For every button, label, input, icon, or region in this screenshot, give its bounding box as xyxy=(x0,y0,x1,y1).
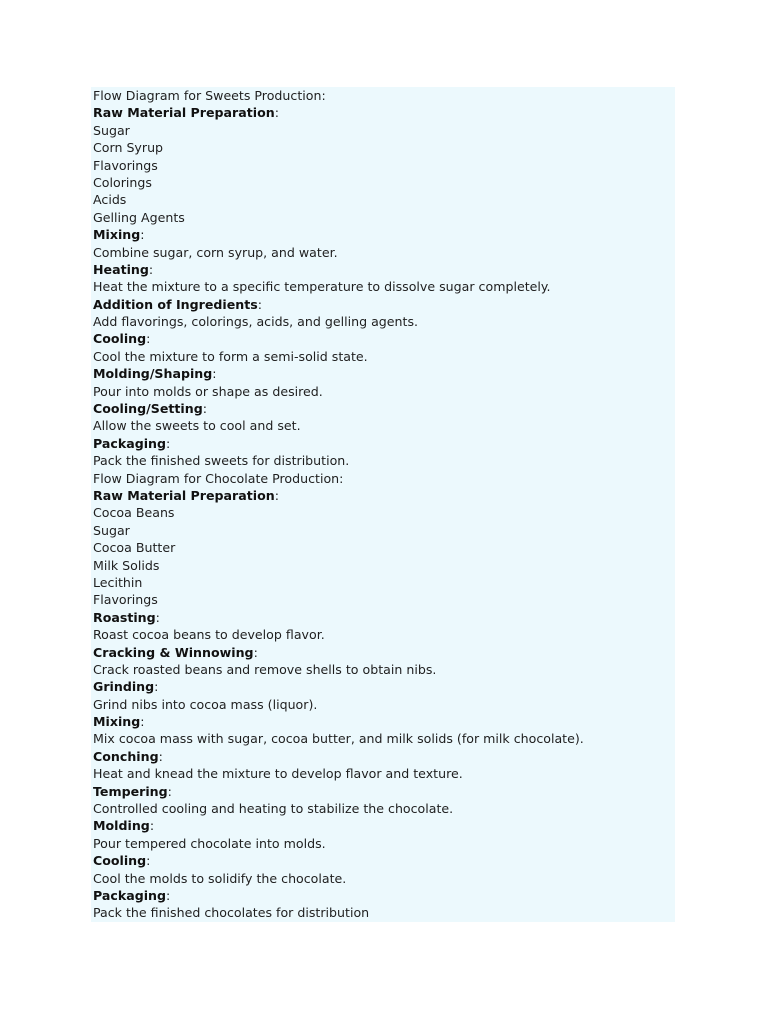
step-heading: Roasting: xyxy=(93,609,160,625)
step-heading: Cooling: xyxy=(93,853,151,869)
list-item: Sugar xyxy=(93,522,130,538)
step-heading: Tempering: xyxy=(93,783,172,799)
list-item: Gelling Agents xyxy=(93,209,185,225)
step-heading: Packaging: xyxy=(93,435,171,451)
step-heading: Cooling/Setting: xyxy=(93,401,207,417)
step-description: Pack the finished sweets for distribution. xyxy=(93,453,350,469)
step-heading: Cooling: xyxy=(93,331,151,347)
step-description: Pour into molds or shape as desired. xyxy=(93,383,323,399)
list-item: Flavorings xyxy=(93,157,158,173)
step-heading: Addition of Ingredients: xyxy=(93,296,262,312)
list-item: Sugar xyxy=(93,122,130,138)
chocolate-title: Flow Diagram for Chocolate Production: xyxy=(93,470,344,486)
step-description: Pack the finished chocolates for distribution xyxy=(93,905,370,921)
step-heading: Molding: xyxy=(93,818,155,834)
step-heading: Grinding: xyxy=(93,679,159,695)
step-description: Cool the molds to solidify the chocolate. xyxy=(93,870,347,886)
step-heading: Mixing: xyxy=(93,714,145,730)
sweets-title: Flow Diagram for Sweets Production: xyxy=(93,88,326,103)
list-item: Colorings xyxy=(93,174,152,190)
step-description: Heat and knead the mixture to develop flavor and texture. xyxy=(93,766,463,782)
step-heading: Packaging: xyxy=(93,887,171,903)
step-description: Pour tempered chocolate into molds. xyxy=(93,835,326,851)
step-heading: Conching: xyxy=(93,748,163,764)
document-content xyxy=(93,87,673,922)
step-description: Grind nibs into cocoa mass (liquor). xyxy=(93,696,318,712)
step-description: Combine sugar, corn syrup, and water. xyxy=(93,244,338,260)
step-heading: Raw Material Preparation: xyxy=(93,105,279,121)
step-description: Crack roasted beans and remove shells to obtain nibs. xyxy=(93,661,437,677)
step-description: Heat the mixture to a specific temperature to dissolve sugar completely. xyxy=(93,279,551,295)
list-item: Corn Syrup xyxy=(93,140,164,156)
list-item: Flavorings xyxy=(93,592,158,608)
list-item: Acids xyxy=(93,192,127,208)
step-heading: Molding/Shaping: xyxy=(93,366,217,382)
step-description: Mix cocoa mass with sugar, cocoa butter, and milk solids (for milk chocolate). xyxy=(93,731,584,747)
list-item: Milk Solids xyxy=(93,557,160,573)
list-item: Cocoa Beans xyxy=(93,505,175,521)
step-heading: Raw Material Preparation: xyxy=(93,487,279,503)
step-heading: Mixing: xyxy=(93,227,145,243)
step-heading: Cracking & Winnowing: xyxy=(93,644,258,660)
step-description: Controlled cooling and heating to stabilize the chocolate. xyxy=(93,801,454,817)
list-item: Lecithin xyxy=(93,574,143,590)
step-description: Add flavorings, colorings, acids, and gelling agents. xyxy=(93,314,419,330)
step-description: Roast cocoa beans to develop flavor. xyxy=(93,627,325,643)
step-description: Allow the sweets to cool and set. xyxy=(93,418,301,434)
step-description: Cool the mixture to form a semi-solid state. xyxy=(93,348,368,364)
step-heading: Heating: xyxy=(93,261,154,277)
list-item: Cocoa Butter xyxy=(93,540,176,556)
